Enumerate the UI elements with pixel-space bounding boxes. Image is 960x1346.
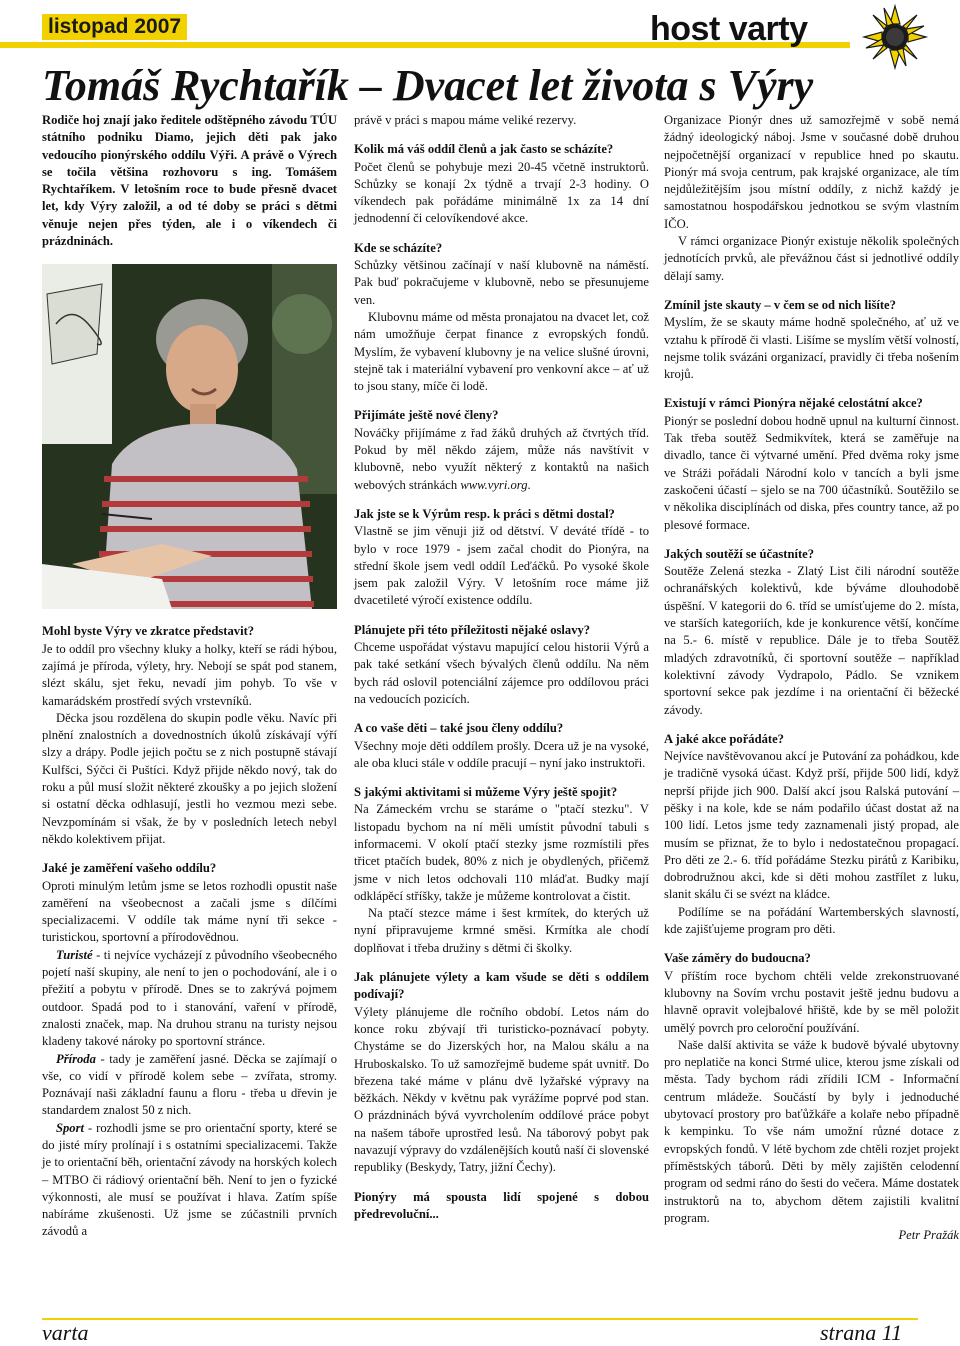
question-1: Mohl byste Výry ve zkratce představit? — [42, 624, 255, 639]
answer-10: Výlety plánujeme dle ročního období. Letos nám do konce roku zbývají tři turisticko-poznávací pobyty. Chystáme se do Jizerských hor, na Malou skálu a na Hruboskalsko. To už samozřejmě budeme spát uvnitř. Do březena také máme v plánu dvě lyžařské výpravy na běžkách. Někdy v květnu pak vyrážíme poprvé pod stan. O prázdninách bývá vyvrcholením oddílové práce pobyt na našem táboře uprostřed lesů. Na táborový pobyt pak navazují výpravy do vzdálenějších koutů naší či slovenské republiky (Beskydy, Tatry, jižní Čechy). — [354, 1004, 649, 1175]
answer-8: Všechny moje děti oddílem prošly. Dcera už je na vysoké, ale oba kluci stále v oddíle pracují – nyní jako instruktoři. — [354, 738, 649, 770]
answer-2-p2-text: - ti nejvíce vycházejí z původního všeobecného pojetí naší skupiny, ale není to jen o pochodování, ale i o přežití a pobytu v přírodě. Dnes se to zakrývá pojmem outdoor. Spadá pod to i stanování, vaření v přírodě, znalosti značek, map. Na druhou stranu na turisty nejsou kladeny takové nároky po sportovní stránce. — [42, 947, 337, 1049]
question-6: Jak jste se k Výrům resp. k práci s dětmi dostal? — [354, 506, 615, 521]
answer-2-p1: Oproti minulým letům jsme se letos rozhodli opustit naše zaměření na všeobecnost a začali jsme s dílčími specializacemi. V oddíle tak máme nyní tři sekce - turistickou, sportovní a přírodovědnou. — [42, 878, 337, 945]
photo-illustration — [42, 264, 337, 609]
answer-2-p4 — [42, 1120, 337, 1241]
question-11: Pionýry má spousta lidí spojené s dobou předrevoluční... — [354, 1189, 649, 1221]
answer-16-p2: Naše další aktivita se váže k budově bývalé ubytovny pro neplatiče na konci Strmé ulice, kterou jsme získali od města. Tady bychom rádi zřídili ICM - Informační centrum mládeže. Součástí by byly i jednoduché ubytovací prostory pro baťůžkáře a kolaře nebo případně k kempinku. To vše nám umožní různé dotace z evropských fondů. V létě bychom zde chtěli rozjet projekt příměstských táborů. Děti by měly zajištěn celodenní program od sedmi ráno do šesti do večera. Máme dostatek instruktorů na to, abychom dětem zajistili kvalitní program. — [664, 1037, 959, 1225]
answer-2-p4-text: - rozhodli jsme se pro orientační sporty, které se do jisté míry prolínají i s ostatními specializacemi. Takže je to orientační běh, orientační závody na horských kolech – MTBO či rádiový orientační běh. Není to jen o fyzické výkonnosti, ale musí se používat i hlava. Zatím spíše nabíráme zkušenosti. Už jsme se zúčastnili prvních závodů a — [42, 1120, 337, 1239]
answer-5 — [354, 425, 649, 494]
answer-2-p3-text: - tady je zaměření jasné. Děcka se zajímají o vše, co vidí v přírodě kolem sebe – zvířata, stromy. Poznávají naši základní faunu a floru - třeba u dřevin je standardem znalost 50 z nich. — [42, 1051, 337, 1118]
question-3: Kolik má váš oddíl členů a jak často se scházíte? — [354, 142, 614, 157]
footer-rule — [42, 1318, 918, 1320]
section-title: host varty — [650, 10, 808, 48]
footer-publication: varta — [42, 1320, 89, 1345]
answer-11-p2: V rámci organizace Pionýr existuje několik společných jednotících prvků, ale převážnou část si jednotlivé oddíly dělají samy. — [664, 234, 959, 283]
question-2: Jaké je zaměření vašeho oddílu? — [42, 861, 217, 876]
question-16: Vaše záměry do budoucna? — [664, 951, 811, 966]
answer-7: Chceme uspořádat výstavu mapující celou historii Výrů a pak také setkání všech bývalých členů oddílu. Na něm bych rád oslovil potenciální zájemce pro oddílovou práci na vedoucích pozicích. — [354, 640, 649, 706]
term-turiste: Turisté — [56, 947, 93, 962]
answer-2-p2 — [42, 947, 337, 1051]
article-title: Tomáš Rychtařík – Dvacet let života s Výry — [42, 61, 814, 110]
answer-13: Pionýr se poslední dobou hodně upnul na kulturní činnost. Tak třeba soutěž Sedmikvítek, která se zaměřuje na divadlo, tance či výtvarné umění. Před dvěma roky jsme ve Stráži pořádali Národní kolo v tancích a byli jsme zaskočeni účastí – sjelo se na 700 účastníků. Soutěžilo se v několika disciplínách od diska, přes country tance, až po plesové formace. — [664, 413, 959, 532]
interview-photo — [42, 264, 337, 609]
question-12: Zmínil jste skauty – v čem se od nich lišíte? — [664, 297, 896, 312]
question-15: A jaké akce pořádáte? — [664, 731, 784, 746]
answer-1-p2: Děcka jsou rozdělena do skupin podle věku. Navíc při plnění znalostních a dovednostních úkolů získávají výří slzy a drápy. Podle jejich počtu se z nich postupně stávají Kulfšci, Sýčci či Puštíci. Když přijde někdo nový, tak do roku a půl musí složit některé zkoušky a po jejich složení si ostatní děcka odhlasují, jestli ho vezmou mezi sebe. Nevzpomínám si však, že by v posledních letech nebyl někdo kolektivem přijat. — [42, 710, 337, 846]
question-5: Přijímáte ještě nové členy? — [354, 408, 499, 423]
answer-2-continued: právě v práci s mapou máme veliké rezervy. — [354, 113, 577, 127]
page-header — [0, 4, 960, 50]
answer-11-p1: Organizace Pionýr dnes už samozřejmě v sobě nemá žádný ideologický náboj. Jsme v současné době druhou nejpočetnější organizací v republice hned po skautu. Pionýr má svoja centrum, pak krajské organizace, ale tím nejdůležitějším jsou místní oddíly, z nichž každý je samostatnou hospodářskou jednotkou se svým vlastním IČO. — [664, 113, 959, 231]
answer-15-p2: Podílíme se na pořádání Wartemberských slavností, kde zajišťujeme program pro děti. — [664, 904, 959, 937]
answer-9-p1: Na Zámeckém vrchu se staráme o "ptačí stezku". V listopadu bychom na ní měli umístit původní tabuli s informacemi. V okolí ptačí stezky jsme rozmístili přes třicet ptačích budek, 80% z nich je obydlených, přičemž jsme v nich letos odchovali 110 mláďat. Budky mají odklápěcí stříšky, takže je můžeme kontrolovat a čistit. — [354, 802, 649, 903]
article-lead: Rodiče hoj znají jako ředitele odštěpného závodu TÚU státního podniku Diamo, jejich děti pak jako vedoucího pionýrského oddílu Výři. A právě o Výrech se točila většina rozhovoru s ing. Tomášem Rychtaříkem. V letošním roce to bude přesně dvacet let, kdy Výry založil, a od té doby se práci s dětmi věnuje nejen přes týden, ale i o víkendech či prázdninách. — [42, 113, 337, 249]
answer-6: Vlastně se jim věnuji již od dětství. V deváté třídě - to bylo v roce 1979 - jsem začal chodit do Pionýra, na střední škole jsem vedl oddíl Leďáčků. Po vysoké škole jsem pak založil Výry. V letošním roce máme již dvacetileté výročí existence oddílu. — [354, 524, 649, 608]
term-sport: Sport — [56, 1120, 84, 1135]
answer-16-p1: V příštím roce bychom chtěli velde zrekonstruované klubovny na Sovím vrchu postavit ještě jednu budovu a hlavně opravit volejbalové hřiště, kde by se měl položit umělý povrch pro celoroční používání. — [664, 968, 959, 1035]
issue-date: listopad 2007 — [42, 14, 187, 40]
answer-5-end: . — [527, 477, 531, 492]
answer-3: Počet členů se pohybuje mezi 20-45 včetně instruktorů. Schůzky se konají 2x týdně a trvají 2-3 hodiny. O víkendech pak pořádáme minimálně 1x za 14 dní jednodenní či celovíkendové akce. — [354, 159, 649, 226]
question-10: Jak plánujete výlety a kam všude se děti s oddílem podívají? — [354, 970, 649, 1002]
sunflower-logo-icon — [860, 2, 930, 72]
question-13: Existují v rámci Pionýra nějaké celostátní akce? — [664, 396, 923, 411]
page-number: strana 11 — [820, 1320, 903, 1345]
question-4: Kde se scházíte? — [354, 240, 443, 255]
website-link[interactable]: www.vyri.org — [460, 477, 528, 492]
answer-9-p2: Na ptačí stezce máme i šest krmítek, do kterých už nyní připravujeme krmné směsi. Krmítka ale chodí doplňovat i třeba družiny s dětmi či školky. — [354, 906, 649, 955]
answer-4-p2: Klubovnu máme od města pronajatou na dvacet let, což nám umožňuje čerpat finance z evropských fondů. Myslím, že vybavení klubovny je na velice slušné úrovni, stejně tak i materiální vybavení pro venkovní akce – ať už to jsou stany, míče či lodě. — [354, 309, 649, 394]
answer-15-p1: Nejvíce navštěvovanou akcí je Putování za pohádkou, kde je tradičně vysoká účast. Když prší, přijde 500 lidí, když neprší přijde jich 900. Další akcí jsou Ralská putování – pěšky i na kole, kde se nám podařilo účast dostat až na 100 lidí. Letos jsme tedy zaznamenali jistý propad, ale musím se přiznat, že to bylo i nedostatečnou propagací. Pro děti ze 2.- 6. tříd pořádáme Stezku pirátů z Karibiku, dobrodružnou akci, kde si děti mohou zastřílet z luku, slanit skálu či se svézt na kládce. — [664, 749, 959, 902]
term-priroda: Příroda — [56, 1051, 96, 1066]
question-7: Plánujete při této příležitosti nějaké oslavy? — [354, 622, 591, 637]
question-14: Jakých soutěží se účastníte? — [664, 546, 815, 561]
answer-5-text: Nováčky přijímáme z řad žáků druhých až čtvrtých tříd. Pokud by měl někdo zájem, může nás navštívit v klubovně, nebo využít některý z kontaktů na našich webových stránkách — [354, 425, 649, 492]
article-author: Petr Pražák — [898, 1228, 959, 1243]
answer-2-p3 — [42, 1051, 337, 1120]
article-column-1 — [42, 112, 337, 1241]
answer-4-p1: Schůzky většinou začínají v naší klubovně na náměstí. Pak buď pokračujeme v klubovně, nebo se přesunujeme ven. — [354, 258, 649, 307]
answer-1-p1: Je to oddíl pro všechny kluky a holky, kteří se rádi hýbou, zajímá je příroda, výlety, hry. Nebojí se spát pod stanem, slézt skálu, sjet řeku, nevadí jim pohyb. To vše v kamarádském prostředí svých vrstevníků. — [42, 641, 337, 708]
article-column-2 — [354, 112, 649, 1223]
question-8: A co vaše děti – také jsou členy oddílu? — [354, 721, 564, 736]
article-column-3 — [664, 112, 959, 1244]
answer-12: Myslím, že se skauty máme hodně společného, ať už ve vztahu k přírodě či vlasti. Lišíme se myslím větší volností, nejsme tolik svázáni organizací, pravidly či třeba nošením krojů. — [664, 315, 959, 382]
answer-14: Soutěže Zelená stezka - Zlatý List čili národní soutěže ochranářských kolektivů, kde býváme dlouhodobě úspěšní. V kategorii do 6. tříd se umísťujeme do 2. místa, ve starších kategoriích, kde je konkurence větší, končíme na 5.- 6. místě v republice. Dále je to třeba Soutěž mladých zdravotníků, či sportovní soutěže – například kolektivní závody Vydrapolo, Pádlo. Se vznikem sportovní sekce pak jezdíme i na orientační či běžecké závody. — [664, 564, 959, 717]
question-9: S jakými aktivitami si můžeme Výry ještě spojit? — [354, 785, 618, 800]
